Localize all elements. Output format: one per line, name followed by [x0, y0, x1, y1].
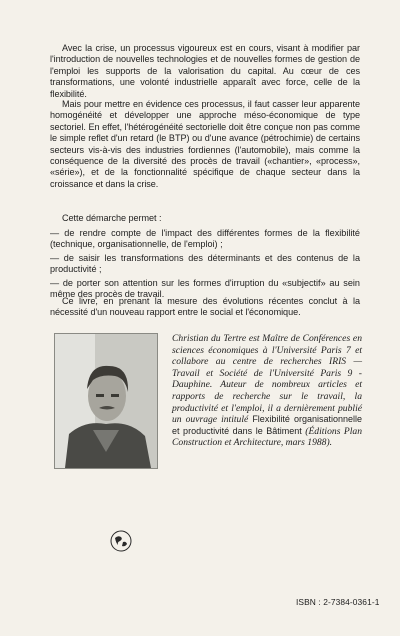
bullet-list [50, 228, 360, 302]
isbn-number: ISBN : 2-7384-0361-1 [296, 597, 380, 607]
bullet-item: — de saisir les transformations des déterminants et des contenus de la productivité ; [50, 252, 360, 275]
author-photo [54, 333, 158, 469]
author-bio [172, 333, 362, 449]
bullet-item: — de porter son attention sur les formes d'irruption du «subjectif» au sein même des procès de travail. [50, 277, 360, 300]
intro-paragraph-3 [50, 213, 360, 224]
bullet-item: — de rendre compte de l'impact des différentes formes de la flexibilité (technique, organisationnelle, de l'emploi) ; [50, 228, 360, 250]
globe-logo-icon [110, 530, 132, 552]
conclusion-paragraph [50, 296, 360, 319]
author-portrait-image [55, 334, 157, 468]
book-title-reference: Flexibilité organisationnelle et productivité dans le Bâtiment [172, 414, 363, 436]
intro-paragraph-1 [50, 43, 360, 100]
intro-paragraph-2 [50, 99, 360, 190]
intro-paragraph-2-text: Mais pour mettre en évidence ces processus, il faut casser leur apparente homogénéité et développer une approche méso-économique de type sectoriel. En effet, l'hétérogénéité sectorielle doit être conçue non pas comme le simple reflet d'un retard (le BTP) ou d'une avance (pétrochimie) de certains secteurs vis-à-vis des industries fordiennes (l'automobile), mais comme la conséquence de la diversité des procès de travail («chantier», «process», «série»), et de la fonctionnalité spécifique de chaque secteur dans la croissance et dans la crise. [50, 99, 360, 189]
intro-paragraph-3-text: Cette démarche permet : [62, 213, 162, 223]
conclusion-text: Ce livre, en prenant la mesure des évolutions récentes conclut à la nécessité d'un nouveau rapport entre le social et l'économique. [50, 296, 360, 318]
author-bio-publisher: (Éditions Plan Construction et Architecture, mars 1988). [172, 425, 362, 449]
author-bio-text: Christian du Tertre est Maître de Conférences en sciences économiques à l'Université Paris 7 et collabore au centre de recherches IRIS — Travail et Société de l'Université Paris 9 - Dauphine. Auteur de nombreux articles et rapports de recherche sur le travail, la productivité et l'emploi, il a dernièrement publié un ouvrage intitulé [172, 333, 362, 426]
intro-paragraph-1-text: Avec la crise, un processus vigoureux est en cours, visant à modifier par l'introduction de nouvelles technologies et de nouvelles formes de gestion de l'emploi les supports de la valorisation du capital. Au cœur de ces transformations, une volonté industrielle apparaît avec force, celle de la flexibilité. [50, 43, 360, 99]
